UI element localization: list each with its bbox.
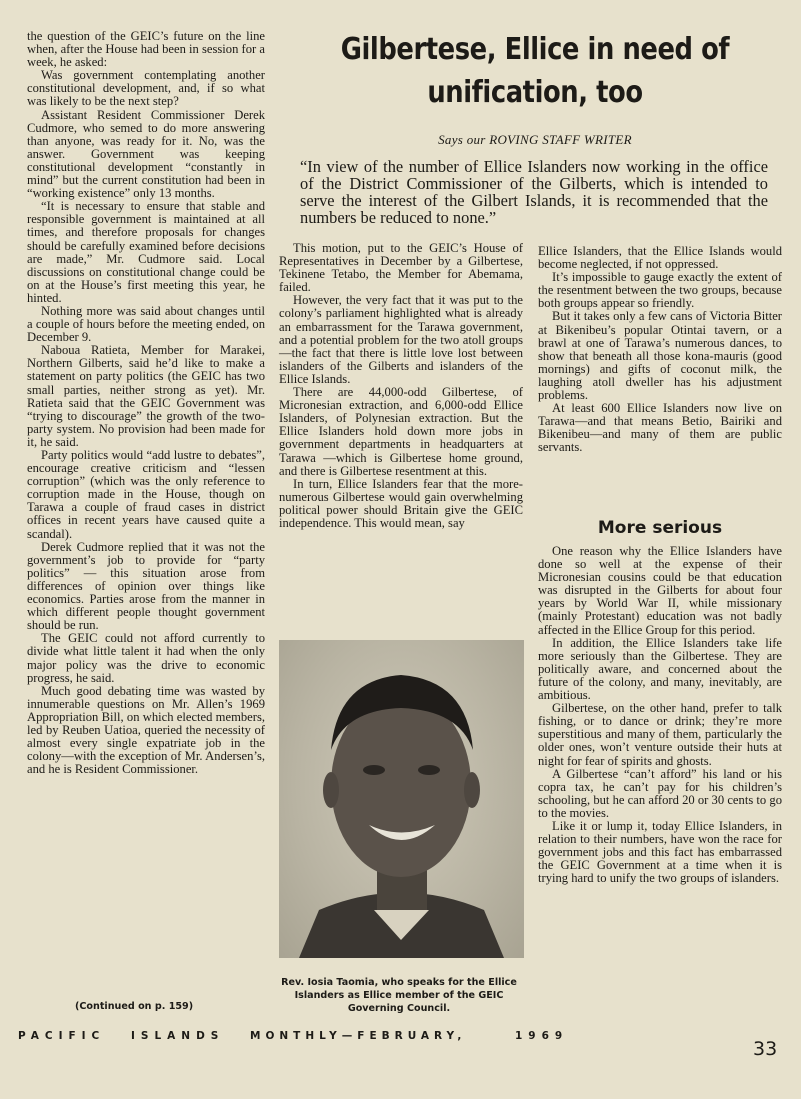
paragraph: This motion, put to the GEIC’s House of Representatives in December by a Gilbertese, Tekinene Tetabo, the Member for Abemama, failed. bbox=[279, 241, 523, 295]
paragraph: There are 44,000-odd Gilbertese, of Micronesian extraction, and 6,000-odd Ellice Islanders, of Polynesian extraction. But the Ellice Islanders hold down more jobs in government departments in headquarters at Tarawa —which is Gilbertese home ground, and there is Gilbertese resentment at this. bbox=[279, 385, 523, 478]
paragraph: However, the very fact that it was put to the colony’s parliament highlighted what is already an embarrassment for the Tarawa government, and a potential problem for the two atoll groups—the fact that there is little love lost between islanders of the Gilberts and islanders of the Ellice Islands. bbox=[279, 293, 523, 386]
paragraph: Gilbertese, on the other hand, prefer to talk fishing, or to dance or drink; they’re more superstitious and many of them, particularly the older ones, won’t venture outside their huts at night for fear of spirits and ghosts. bbox=[538, 701, 782, 768]
text-column-right bbox=[538, 245, 782, 455]
footer-word: PACIFIC bbox=[18, 1030, 106, 1042]
paragraph: In addition, the Ellice Islanders take life more seriously than the Gilbertese. They are politically aware, and concerned about the future of the colony, and many, inevitably, are ambitious. bbox=[538, 635, 782, 703]
paragraph: Nothing more was said about changes until a couple of hours before the meeting ended, on December 9. bbox=[27, 303, 265, 345]
photo-caption: Rev. Iosia Taomia, who speaks for the Ellice Islanders as Ellice member of the GEIC Governing Council. bbox=[281, 977, 517, 1014]
footer-word: ISLANDS bbox=[131, 1030, 225, 1042]
article-headline: Gilbertese, Ellice in need of unification, too bbox=[340, 32, 730, 110]
paragraph: It’s impossible to gauge exactly the extent of the resentment between the two groups, because both groups appear so friendly. bbox=[538, 270, 782, 311]
paragraph: At least 600 Ellice Islanders now live on Tarawa—and that means Betio, Bairiki and Bikenibeu—and many of them are public servants. bbox=[538, 401, 782, 455]
paragraph: Naboua Ratieta, Member for Marakei, Northern Gilberts, said he’d like to make a statement on party politics (the GEIC has two small parties, neither strong as yet). Mr. Ratieta said that the GEIC Government was “trying to discourage” the growth of the two-party system. No provision had been made for it, he said. bbox=[27, 343, 265, 449]
paragraph: Assistant Resident Commissioner Derek Cudmore, who semed to do more answering than anyone, was ready for it. No, was the answer. Government was keeping constitutional development “constantly in mind” but the current constitution had been in “working existence” only 13 months. bbox=[27, 107, 265, 201]
paragraph: A Gilbertese “can’t afford” his land or his copra tax, he can’t pay for his children’s schooling, but he can afford 20 or 30 cents to go to the movies. bbox=[538, 766, 782, 820]
portrait-photo bbox=[279, 640, 524, 958]
footer-year: 1969 bbox=[515, 1030, 569, 1042]
paragraph: Ellice Islanders, that the Ellice Islands would become neglected, if not oppressed. bbox=[538, 244, 782, 272]
page-number: 33 bbox=[753, 1038, 778, 1060]
paragraph: Like it or lump it, today Ellice Islanders, in relation to their numbers, have won the race for government jobs and this fact has embarrassed the GEIC Government at a time when it is trying hard to unify the two groups of islanders. bbox=[538, 818, 782, 886]
paragraph: In turn, Ellice Islanders fear that the more-numerous Gilbertese would gain overwhelming political power should Britain give the GEIC independence. This would mean, say bbox=[279, 476, 523, 530]
paragraph: Much good debating time was wasted by innumerable questions on Mr. Allen’s 1969 Appropriation Bill, on which elected members, led by Reuben Uatioa, queried the necessity of almost every single expatriate job in the colony—with the exception of Mr. Andersen’s, and he is Resident Commissioner. bbox=[27, 683, 265, 777]
text-column-middle bbox=[279, 242, 523, 530]
portrait-illustration bbox=[279, 640, 524, 958]
paragraph: “It is necessary to ensure that stable and responsible government is maintained at all times, and therefore proposals for changes should be carefully examined before decisions are made,” Mr. Cudmore said. Local discussions on constitutional change could be on at the House’s first meeting this year, he hinted. bbox=[27, 199, 265, 305]
paragraph: Was government contemplating another constitutional development, and, if so what was likely to be the next step? bbox=[27, 68, 265, 109]
continued-note: (Continued on p. 159) bbox=[75, 1001, 194, 1012]
paragraph: The GEIC could not afford currently to divide what little talent it had when the only major policy was the drive to economic progress, he said. bbox=[27, 631, 265, 685]
footer-word: MONTHLY—FEBRUARY, bbox=[250, 1030, 467, 1042]
article-byline: Says our ROVING STAFF WRITER bbox=[438, 132, 632, 147]
text-column-right-lower bbox=[538, 545, 782, 885]
paragraph: Party politics would “add lustre to debates”, encourage creative criticism and “lessen corruption” (which was the only reference to corruption made in the House, though on Tarawa a couple of fraud cases in district offices in recent years have caused quite a scandal). bbox=[27, 448, 265, 541]
pull-quote: “In view of the number of Ellice Islanders now working in the office of the District Commissioner of the Gilberts, which is intended to serve the interest of the Gilbert Islands, it is recommended that the numbers be reduced to none.” bbox=[300, 157, 768, 227]
paragraph: One reason why the Ellice Islanders have done so well at the expense of their Micronesian cousins could be that education was disrupted in the Gilberts for about four years by World War II, while missionary (mainly Protestant) education was not badly affected in the Ellice Group for this period. bbox=[538, 544, 782, 637]
text-column-left bbox=[27, 30, 265, 776]
section-subheading: More serious bbox=[597, 518, 723, 538]
paragraph: Derek Cudmore replied that it was not the government’s job to provide for “party politics” — this situation arose from differences of opinion over things like economics. Parties arose from the manner in which different people thought government should be run. bbox=[27, 539, 265, 633]
paragraph: But it takes only a few cans of Victoria Bitter at Bikenibeu’s popular Otintai tavern, or a brawl at one of Tarawa’s numerous dances, to show that beneath all those kona-mauris (good mornings) and gifts of coconut milk, the laughing atoll dweller has his adjustment problems. bbox=[538, 309, 782, 403]
paragraph: the question of the GEIC’s future on the line when, after the House had been in session for a week, he asked: bbox=[27, 29, 265, 70]
